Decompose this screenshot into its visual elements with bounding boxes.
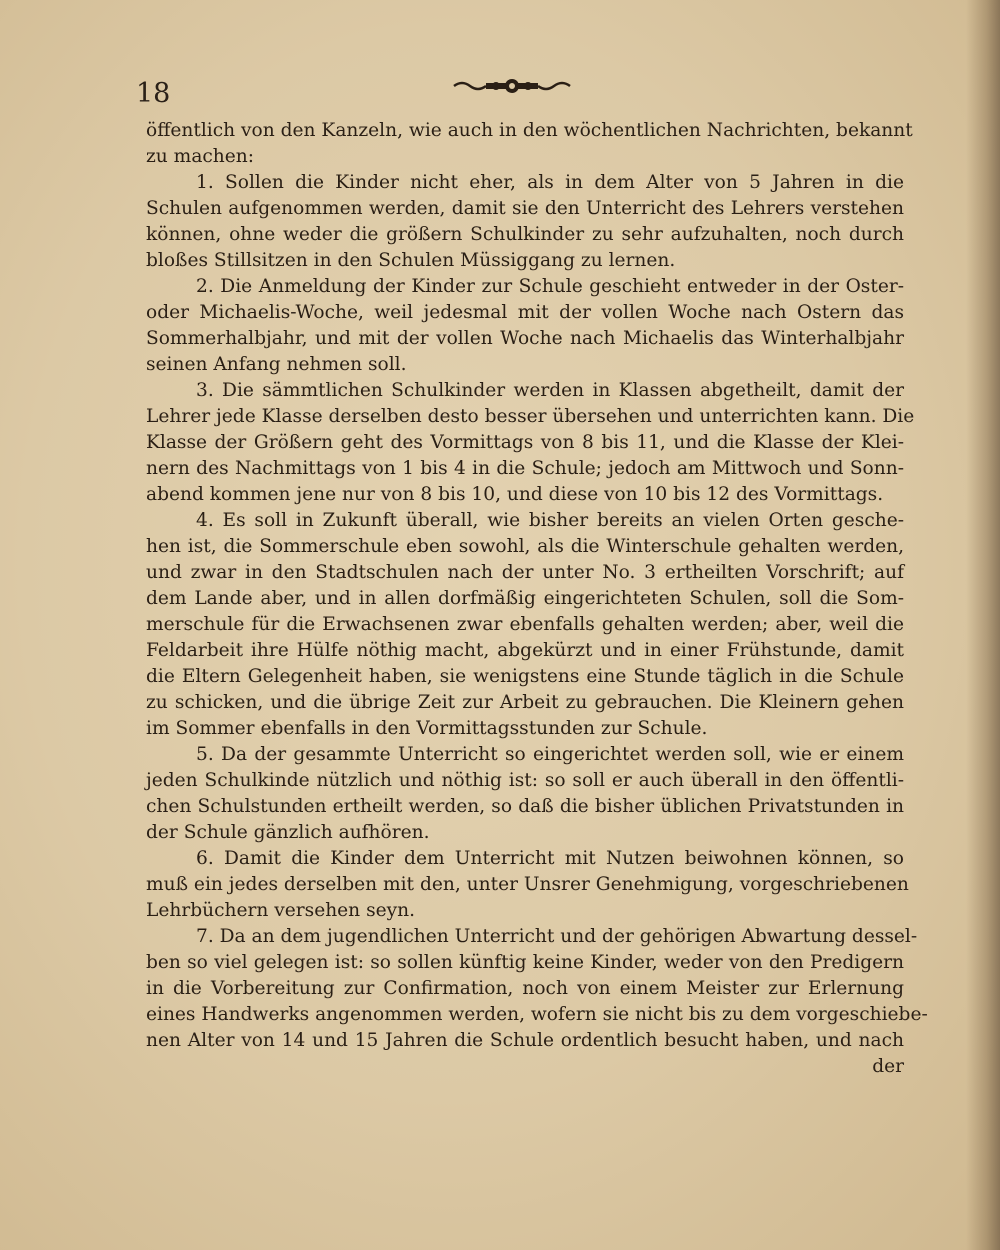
text-line: seinen Anfang nehmen soll.: [146, 354, 407, 375]
text-line: in die Vorbereitung zur Confirmation, noch von einem Meister zur Erlernung: [146, 978, 904, 999]
text-line: zu schicken, und die übrige Zeit zur Arbeit zu gebrauchen. Die Kleinern gehen: [146, 692, 904, 713]
text-line: oder Michaelis-Woche, weil jedesmal mit der vollen Woche nach Ostern das: [146, 302, 904, 323]
page-gutter-shadow: [966, 0, 1000, 1250]
text-line: merschule für die Erwachsenen zwar ebenfalls gehalten werden; aber, weil die: [146, 614, 904, 635]
text-line: öffentlich von den Kanzeln, wie auch in den wöchentlichen Nachrichten, bekannt: [146, 120, 913, 141]
text-line: ben so viel gelegen ist: so sollen künftig keine Kinder, weder von den Predigern: [146, 952, 904, 973]
text-line: 2. Die Anmeldung der Kinder zur Schule geschieht entweder in der Oster-: [196, 276, 904, 297]
text-line: 7. Da an dem jugendlichen Unterricht und der gehörigen Abwartung dessel-: [196, 926, 918, 947]
text-line: jeden Schulkinde nützlich und nöthig ist: so soll er auch überall in den öffentli-: [146, 770, 904, 791]
text-line: abend kommen jene nur von 8 bis 10, und diese von 10 bis 12 des Vormittags.: [146, 484, 884, 505]
text-line: eines Handwerks angenommen werden, wofern sie nicht bis zu dem vorgeschiebe-: [146, 1004, 928, 1025]
text-line: chen Schulstunden ertheilt werden, so daß die bisher üblichen Privatstunden in: [146, 796, 904, 817]
text-line: hen ist, die Sommerschule eben sowohl, als die Winterschule gehalten werden,: [146, 536, 904, 557]
ornament-divider-icon: [452, 76, 572, 96]
text-line: nen Alter von 14 und 15 Jahren die Schule ordentlich besucht haben, und nach: [146, 1030, 904, 1051]
text-line: der Schule gänzlich aufhören.: [146, 822, 430, 843]
text-line: dem Lande aber, und in allen dorfmäßig eingerichteten Schulen, soll die Som-: [146, 588, 904, 609]
text-line: muß ein jedes derselben mit den, unter Unsrer Genehmigung, vorgeschriebenen: [146, 874, 909, 895]
text-line: Klasse der Größern geht des Vormittags von 8 bis 11, und die Klasse der Klei-: [146, 432, 904, 453]
text-line: die Eltern Gelegenheit haben, sie wenigstens eine Stunde täglich in die Schule: [146, 666, 904, 687]
text-line: Lehrbüchern versehen seyn.: [146, 900, 416, 921]
text-line: können, ohne weder die größern Schulkinder zu sehr aufzuhalten, noch durch: [146, 224, 904, 245]
page-number: 18: [136, 78, 171, 109]
text-line: Lehrer jede Klasse derselben desto besser übersehen und unterrichten kann. Die: [146, 406, 915, 427]
body-text: [146, 118, 928, 1080]
text-line: 4. Es soll in Zukunft überall, wie bisher bereits an vielen Orten gesche-: [196, 510, 904, 531]
text-line: und zwar in den Stadtschulen nach der unter No. 3 ertheilten Vorschrift; auf: [146, 562, 904, 583]
text-line: 6. Damit die Kinder dem Unterricht mit Nutzen beiwohnen können, so: [196, 848, 904, 869]
text-line: nern des Nachmittags von 1 bis 4 in die Schule; jedoch am Mittwoch und Sonn-: [146, 458, 904, 479]
text-line: zu machen:: [146, 146, 255, 167]
text-line: 3. Die sämmtlichen Schulkinder werden in Klassen abgetheilt, damit der: [196, 380, 904, 401]
text-line: Feldarbeit ihre Hülfe nöthig macht, abgekürzt und in einer Frühstunde, damit: [146, 640, 904, 661]
text-line: Sommerhalbjahr, und mit der vollen Woche nach Michaelis das Winterhalbjahr: [146, 328, 904, 349]
text-line: 5. Da der gesammte Unterricht so eingerichtet werden soll, wie er einem: [196, 744, 904, 765]
text-line: 1. Sollen die Kinder nicht eher, als in dem Alter von 5 Jahren in die: [196, 172, 904, 193]
text-line: im Sommer ebenfalls in den Vormittagsstunden zur Schule.: [146, 718, 708, 739]
text-line: bloßes Stillsitzen in den Schulen Müssiggang zu lernen.: [146, 250, 676, 271]
text-line: Schulen aufgenommen werden, damit sie den Unterricht des Lehrers verstehen: [146, 198, 904, 219]
text-line: der: [872, 1056, 904, 1077]
